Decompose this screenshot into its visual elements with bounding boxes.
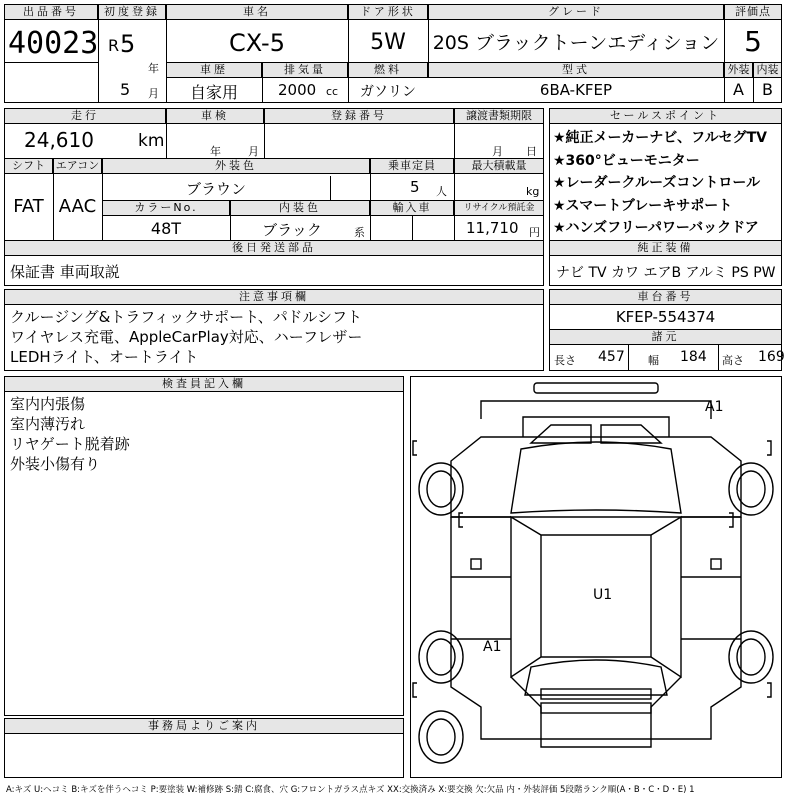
rear-end: [481, 717, 711, 739]
width-label: 幅: [648, 354, 659, 367]
note-line: クルージング&トラフィックサポート、パドルシフト: [10, 308, 363, 326]
sales-points-label: セールスポイント: [549, 108, 782, 124]
trunk: [511, 677, 681, 747]
interior-grade: B: [762, 80, 773, 99]
grade-split: [753, 62, 754, 103]
grade: 20S ブラックトーンエディション: [432, 32, 720, 54]
door-type: 5W: [370, 30, 406, 55]
notes-label: 注意事項欄: [4, 289, 544, 305]
transfer-month-unit: 月: [492, 145, 503, 158]
note-line: LEDHライト、オートライト: [10, 348, 199, 366]
model-code-label: 型式: [428, 62, 724, 78]
bracket-left-top: [413, 441, 417, 455]
lot-number: 40023: [8, 26, 98, 61]
dims-label: 諸元: [549, 329, 782, 345]
equipment-value: ナビ TV カワ エアB アルミ PS PW: [556, 265, 776, 281]
car-name-label: 車名: [166, 4, 348, 20]
history-label: 車歴: [166, 62, 262, 78]
inspector-label: 検査員記入欄: [4, 376, 404, 392]
color-no: 48T: [150, 219, 182, 238]
recycle-label: リサイクル預託金: [454, 200, 544, 216]
exterior-grade: A: [733, 80, 744, 99]
car-outline-svg: [411, 377, 780, 776]
bracket-left-bottom: [413, 683, 417, 697]
front-light-right: [601, 425, 661, 443]
sales-points-list: [553, 127, 767, 240]
bracket-left-mid: [459, 513, 463, 527]
int-color-label: 内装色: [230, 200, 370, 216]
lot-number-label: 出品番号: [4, 4, 98, 20]
exterior-label: 外装: [724, 62, 753, 78]
sales-point-item: ★レーダークルーズコントロール: [553, 175, 761, 191]
inspection-month-unit: 月: [248, 145, 259, 158]
sales-point-item: ★360°ビューモニター: [553, 152, 700, 169]
displacement: 2000: [278, 81, 317, 99]
inspection-year-unit: 年: [210, 145, 221, 158]
capacity: 5: [410, 178, 420, 196]
height-label: 高さ: [722, 354, 744, 367]
displacement-unit: cc: [326, 85, 339, 98]
ext-color-label: 外装色: [102, 158, 370, 174]
notes-list: [10, 307, 362, 367]
capacity-label: 乗車定員: [370, 158, 454, 174]
ac-label: エアコン: [53, 158, 102, 174]
int-color-unit: 系: [354, 226, 365, 239]
hood: [511, 442, 681, 513]
lot-divider: [4, 62, 99, 63]
later-parts-label: 後日発送部品: [4, 240, 544, 256]
recycle: 11,710: [466, 219, 519, 237]
rear-bumper-1: [541, 689, 651, 699]
capacity-unit: 人: [436, 185, 447, 198]
score: 5: [744, 25, 762, 58]
inspector-line: リヤゲート脱着跡: [10, 435, 130, 453]
model-code: 6BA-KFEP: [539, 81, 613, 99]
mileage: 24,610: [24, 128, 94, 152]
height-value: 169: [758, 349, 785, 365]
import-inner: [412, 216, 413, 240]
first-reg-label: 初度登録: [98, 4, 166, 20]
load-unit: kg: [526, 185, 540, 198]
chassis-number: KFEP-554374: [615, 308, 716, 326]
mileage-label: 走行: [4, 108, 166, 124]
damage-mark: A1: [483, 639, 502, 655]
length-value: 457: [598, 349, 625, 365]
legend: A:キズ U:ヘコミ B:キズを伴うヘコミ P:要塗装 W:補修跡 S:錆 C:腐食、穴 G:フロントガラス点キズ XX:交換済み X:要交換 欠:欠品 内・外装評価 5段階ランク順(A・B・C・D・E) 1: [6, 785, 695, 795]
front-light-left: [531, 425, 591, 443]
score-label: 評価点: [724, 4, 782, 20]
bracket-right-top: [767, 441, 771, 455]
rear-bumper-2: [541, 703, 651, 713]
car-name: CX-5: [229, 29, 285, 57]
mirror-left: [471, 559, 481, 569]
front-fender: [451, 437, 741, 517]
ext-color-tick: [330, 176, 331, 200]
ext-color: ブラウン: [185, 180, 246, 198]
transfer-day-unit: 日: [526, 145, 537, 158]
body-right: [681, 517, 741, 717]
interior-label: 内装: [753, 62, 782, 78]
inspection-label: 車検: [166, 108, 264, 124]
year-unit: 年: [148, 62, 159, 75]
car-diagram: [410, 376, 782, 778]
ac: AAC: [58, 196, 97, 217]
history: 自家用: [189, 83, 238, 102]
transfer-label: 譲渡書類期限: [454, 108, 544, 124]
shift-label: シフト: [4, 158, 53, 174]
damage-mark: A1: [705, 399, 724, 415]
fuel-label: 燃料: [348, 62, 428, 78]
import-label: 輸入車: [370, 200, 454, 216]
dims-col-1: [628, 345, 629, 371]
grade-label: グレード: [428, 4, 724, 20]
dims-col-2: [718, 345, 719, 371]
damage-mark: U1: [593, 587, 613, 603]
bracket-right-mid: [729, 513, 733, 527]
chassis-label: 車台番号: [549, 289, 782, 305]
mirror-right: [711, 559, 721, 569]
roof-front-outline: [481, 401, 711, 419]
later-parts: 保証書 車両取説: [10, 263, 120, 281]
office-label: 事務局よりご案内: [4, 718, 404, 734]
first-reg-year: 5: [120, 30, 136, 58]
color-no-label: カラーNo.: [102, 200, 230, 216]
first-reg-month: 5: [120, 80, 131, 99]
recycle-unit: 円: [529, 226, 540, 239]
shift: FAT: [13, 196, 44, 217]
body-left: [451, 517, 511, 717]
mileage-unit: km: [138, 131, 165, 151]
sales-point-item: ★純正メーカーナビ、フルセグTV: [553, 130, 767, 146]
bracket-right-bottom: [767, 683, 771, 697]
note-line: ワイヤレス充電、AppleCarPlay対応、ハーフレザー: [10, 328, 363, 346]
rear-window: [525, 660, 667, 695]
width-value: 184: [680, 349, 707, 365]
inspector-line: 外装小傷有り: [10, 455, 101, 473]
inspector-list: [10, 394, 130, 474]
door-label: ドア形状: [348, 4, 428, 20]
top-bumper: [534, 383, 658, 393]
first-reg-era: R: [108, 36, 120, 55]
equipment-label: 純正装備: [549, 240, 782, 256]
month-unit: 月: [148, 87, 159, 100]
plate-label: 登録番号: [264, 108, 454, 124]
spare-wheel-inner: [427, 719, 455, 755]
length-label: 長さ: [554, 354, 576, 367]
fuel: ガソリン: [360, 84, 416, 100]
sales-point-item: ★ハンズフリーパワーバックドア: [553, 220, 759, 236]
int-color: ブラック: [262, 221, 322, 239]
front-windshield-outline: [523, 417, 669, 437]
load-label: 最大積載量: [454, 158, 544, 174]
displacement-label: 排気量: [262, 62, 348, 78]
inspector-line: 室内内張傷: [10, 395, 86, 413]
sales-point-item: ★スマートブレーキサポート: [553, 197, 733, 214]
inspector-line: 室内薄汚れ: [10, 415, 86, 433]
